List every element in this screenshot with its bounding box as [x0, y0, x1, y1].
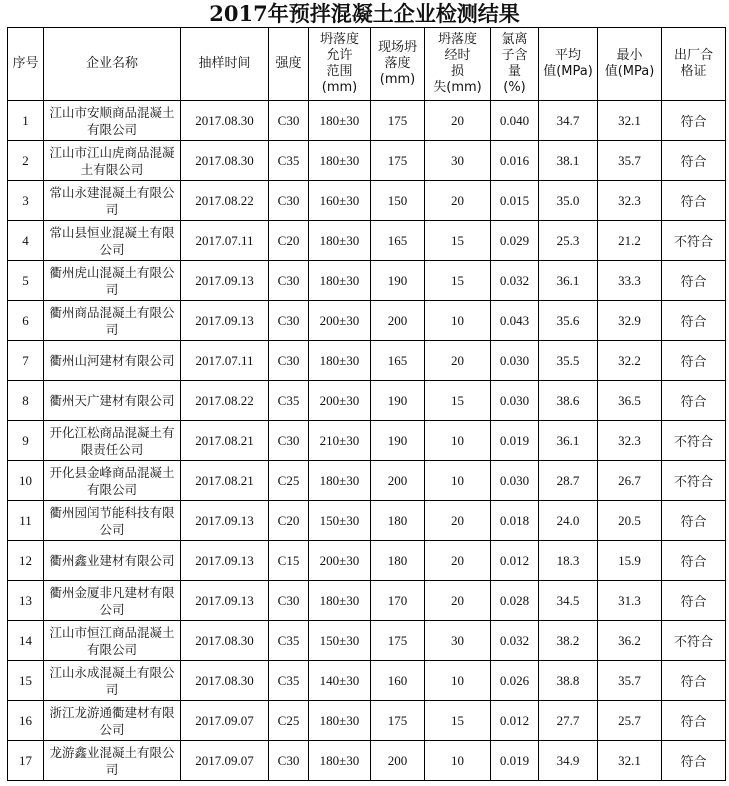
certificate-status-cell: 符合 — [662, 381, 726, 421]
table-row — [8, 581, 726, 621]
table-row — [8, 661, 726, 701]
sampling-date-cell: 2017.09.13 — [181, 261, 269, 301]
chloride-content-cell: 0.029 — [491, 221, 539, 261]
strength-grade-cell: C35 — [269, 381, 309, 421]
company-name-cell: 江山市江山虎商品混凝土有限公司 — [44, 141, 181, 181]
strength-grade-cell: C20 — [269, 221, 309, 261]
slump-loss-cell: 15 — [425, 701, 491, 741]
certificate-status-cell: 符合 — [662, 261, 726, 301]
min-strength-cell: 35.7 — [598, 141, 662, 181]
avg-strength-cell: 24.0 — [539, 501, 598, 541]
avg-strength-cell: 38.8 — [539, 661, 598, 701]
site-slump-cell: 160 — [371, 661, 425, 701]
site-slump-cell: 180 — [371, 541, 425, 581]
site-slump-cell: 200 — [371, 301, 425, 341]
serial-no-cell: 5 — [8, 261, 44, 301]
slump-loss-cell: 10 — [425, 741, 491, 781]
strength-grade-cell: C35 — [269, 621, 309, 661]
slump-loss-cell: 10 — [425, 461, 491, 501]
header-slump-range — [309, 28, 371, 101]
site-slump-cell: 190 — [371, 261, 425, 301]
avg-strength-cell: 38.2 — [539, 621, 598, 661]
min-strength-cell: 20.5 — [598, 501, 662, 541]
table-row — [8, 261, 726, 301]
header-line: 坍落度 — [437, 32, 477, 47]
chloride-content-cell: 0.032 — [491, 621, 539, 661]
company-name-cell: 常山县恒业混凝土有限公司 — [44, 221, 181, 261]
sampling-date-cell: 2017.08.22 — [181, 381, 269, 421]
slump-range-cell: 160±30 — [309, 181, 371, 221]
slump-range-cell: 180±30 — [309, 141, 371, 181]
site-slump-cell: 180 — [371, 501, 425, 541]
serial-no-cell: 9 — [8, 421, 44, 461]
min-strength-cell: 32.1 — [598, 741, 662, 781]
strength-grade-cell: C20 — [269, 501, 309, 541]
avg-strength-cell: 34.7 — [539, 101, 598, 141]
slump-loss-cell: 20 — [425, 501, 491, 541]
slump-range-cell: 180±30 — [309, 701, 371, 741]
slump-range-cell: 150±30 — [309, 501, 371, 541]
strength-grade-cell: C35 — [269, 661, 309, 701]
slump-loss-cell: 30 — [425, 141, 491, 181]
chloride-content-cell: 0.043 — [491, 301, 539, 341]
min-strength-cell: 32.9 — [598, 301, 662, 341]
header-line: 范围 — [326, 64, 353, 79]
header-line: (mm) — [321, 80, 358, 95]
site-slump-cell: 175 — [371, 141, 425, 181]
header-line: 企业名称 — [85, 56, 138, 71]
header-serial-no — [8, 28, 44, 101]
sampling-date-cell: 2017.07.11 — [181, 221, 269, 261]
header-line: 格证 — [680, 64, 707, 79]
min-strength-cell: 25.7 — [598, 701, 662, 741]
header-line: 最小 — [616, 48, 643, 63]
header-line: 抽样时间 — [198, 56, 251, 71]
certificate-status-cell: 符合 — [662, 101, 726, 141]
serial-no-cell: 8 — [8, 381, 44, 421]
sampling-date-cell: 2017.08.30 — [181, 141, 269, 181]
company-name-cell: 衢州虎山混凝土有限公司 — [44, 261, 181, 301]
site-slump-cell: 175 — [371, 701, 425, 741]
header-line: 经时 — [444, 48, 471, 63]
header-company-name — [44, 28, 181, 101]
table-row — [8, 541, 726, 581]
min-strength-cell: 32.1 — [598, 101, 662, 141]
serial-no-cell: 3 — [8, 181, 44, 221]
table-row — [8, 501, 726, 541]
chloride-content-cell: 0.030 — [491, 461, 539, 501]
slump-range-cell: 180±30 — [309, 461, 371, 501]
serial-no-cell: 2 — [8, 141, 44, 181]
company-name-cell: 衢州天广建材有限公司 — [44, 381, 181, 421]
avg-strength-cell: 38.6 — [539, 381, 598, 421]
certificate-status-cell: 符合 — [662, 141, 726, 181]
page-title: 2017年预拌混凝土企业检测结果 — [209, 1, 520, 26]
serial-no-cell: 12 — [8, 541, 44, 581]
header-certificate — [662, 28, 726, 101]
avg-strength-cell: 25.3 — [539, 221, 598, 261]
table-row — [8, 101, 726, 141]
min-strength-cell: 36.2 — [598, 621, 662, 661]
strength-grade-cell: C35 — [269, 141, 309, 181]
header-line: 允许 — [326, 48, 353, 63]
min-strength-cell: 33.3 — [598, 261, 662, 301]
header-chloride-content — [491, 28, 539, 101]
chloride-content-cell: 0.030 — [491, 341, 539, 381]
serial-no-cell: 6 — [8, 301, 44, 341]
site-slump-cell: 165 — [371, 221, 425, 261]
table-row — [8, 221, 726, 261]
strength-grade-cell: C30 — [269, 421, 309, 461]
table-row — [8, 461, 726, 501]
slump-range-cell: 180±30 — [309, 261, 371, 301]
site-slump-cell: 200 — [371, 461, 425, 501]
certificate-status-cell: 不符合 — [662, 621, 726, 661]
header-line: 现场坍 — [377, 40, 417, 55]
header-line: 出厂合 — [673, 48, 713, 63]
table-body — [8, 101, 726, 781]
company-name-cell: 衢州园闰节能科技有限公司 — [44, 501, 181, 541]
serial-no-cell: 15 — [8, 661, 44, 701]
slump-range-cell: 180±30 — [309, 221, 371, 261]
table-row — [8, 701, 726, 741]
slump-loss-cell: 10 — [425, 421, 491, 461]
header-line: 量 — [507, 64, 521, 79]
slump-range-cell: 180±30 — [309, 741, 371, 781]
certificate-status-cell: 不符合 — [662, 221, 726, 261]
slump-range-cell: 150±30 — [309, 621, 371, 661]
min-strength-cell: 31.3 — [598, 581, 662, 621]
slump-loss-cell: 30 — [425, 621, 491, 661]
site-slump-cell: 170 — [371, 581, 425, 621]
min-strength-cell: 21.2 — [598, 221, 662, 261]
slump-loss-cell: 10 — [425, 661, 491, 701]
certificate-status-cell: 不符合 — [662, 421, 726, 461]
certificate-status-cell: 符合 — [662, 181, 726, 221]
strength-grade-cell: C30 — [269, 261, 309, 301]
header-line: 序号 — [12, 56, 39, 71]
slump-range-cell: 180±30 — [309, 341, 371, 381]
sampling-date-cell: 2017.07.11 — [181, 341, 269, 381]
avg-strength-cell: 35.0 — [539, 181, 598, 221]
site-slump-cell: 165 — [371, 341, 425, 381]
header-row — [8, 28, 726, 101]
strength-grade-cell: C30 — [269, 181, 309, 221]
header-line: 子含 — [501, 48, 528, 63]
strength-grade-cell: C25 — [269, 461, 309, 501]
slump-range-cell: 200±30 — [309, 381, 371, 421]
site-slump-cell: 175 — [371, 101, 425, 141]
header-line: (mm) — [379, 72, 416, 87]
site-slump-cell: 150 — [371, 181, 425, 221]
chloride-content-cell: 0.019 — [491, 741, 539, 781]
chloride-content-cell: 0.026 — [491, 661, 539, 701]
header-line: (%) — [503, 80, 526, 95]
serial-no-cell: 14 — [8, 621, 44, 661]
avg-strength-cell: 38.1 — [539, 141, 598, 181]
slump-range-cell: 180±30 — [309, 101, 371, 141]
avg-strength-cell: 35.5 — [539, 341, 598, 381]
slump-loss-cell: 20 — [425, 181, 491, 221]
site-slump-cell: 190 — [371, 381, 425, 421]
site-slump-cell: 175 — [371, 621, 425, 661]
company-name-cell: 衢州商品混凝土有限公司 — [44, 301, 181, 341]
certificate-status-cell: 符合 — [662, 581, 726, 621]
sampling-date-cell: 2017.09.07 — [181, 701, 269, 741]
slump-range-cell: 140±30 — [309, 661, 371, 701]
certificate-status-cell: 符合 — [662, 741, 726, 781]
sampling-date-cell: 2017.08.30 — [181, 621, 269, 661]
company-name-cell: 开化县金峰商品混凝土有限公司 — [44, 461, 181, 501]
slump-loss-cell: 20 — [425, 101, 491, 141]
min-strength-cell: 26.7 — [598, 461, 662, 501]
slump-range-cell: 200±30 — [309, 541, 371, 581]
min-strength-cell: 35.7 — [598, 661, 662, 701]
serial-no-cell: 17 — [8, 741, 44, 781]
chloride-content-cell: 0.018 — [491, 501, 539, 541]
slump-range-cell: 180±30 — [309, 581, 371, 621]
site-slump-cell: 190 — [371, 421, 425, 461]
header-line: 氯离 — [501, 32, 528, 47]
sampling-date-cell: 2017.08.30 — [181, 101, 269, 141]
slump-loss-cell: 15 — [425, 261, 491, 301]
header-site-slump — [371, 28, 425, 101]
sampling-date-cell: 2017.09.07 — [181, 741, 269, 781]
table-row — [8, 341, 726, 381]
company-name-cell: 衢州鑫业建材有限公司 — [44, 541, 181, 581]
certificate-status-cell: 不符合 — [662, 461, 726, 501]
min-strength-cell: 36.5 — [598, 381, 662, 421]
avg-strength-cell: 34.9 — [539, 741, 598, 781]
chloride-content-cell: 0.032 — [491, 261, 539, 301]
company-name-cell: 浙江龙游通衢建材有限公司 — [44, 701, 181, 741]
sampling-date-cell: 2017.09.13 — [181, 541, 269, 581]
certificate-status-cell: 符合 — [662, 501, 726, 541]
serial-no-cell: 7 — [8, 341, 44, 381]
table-row — [8, 141, 726, 181]
chloride-content-cell: 0.030 — [491, 381, 539, 421]
serial-no-cell: 13 — [8, 581, 44, 621]
strength-grade-cell: C30 — [269, 101, 309, 141]
header-line: 落度 — [384, 56, 411, 71]
strength-grade-cell: C30 — [269, 301, 309, 341]
header-line: 强度 — [275, 56, 302, 71]
company-name-cell: 衢州金厦非凡建材有限公司 — [44, 581, 181, 621]
strength-grade-cell: C30 — [269, 581, 309, 621]
site-slump-cell: 200 — [371, 741, 425, 781]
min-strength-cell: 32.2 — [598, 341, 662, 381]
avg-strength-cell: 35.6 — [539, 301, 598, 341]
chloride-content-cell: 0.028 — [491, 581, 539, 621]
company-name-cell: 江山市安顺商品混凝土有限公司 — [44, 101, 181, 141]
company-name-cell: 江山永成混凝土有限公司 — [44, 661, 181, 701]
strength-grade-cell: C30 — [269, 341, 309, 381]
slump-range-cell: 200±30 — [309, 301, 371, 341]
avg-strength-cell: 18.3 — [539, 541, 598, 581]
certificate-status-cell: 符合 — [662, 661, 726, 701]
slump-loss-cell: 15 — [425, 381, 491, 421]
header-line: 失(mm) — [433, 80, 482, 95]
min-strength-cell: 32.3 — [598, 421, 662, 461]
header-line: 值(MPa) — [543, 64, 593, 79]
certificate-status-cell: 符合 — [662, 301, 726, 341]
table-row — [8, 741, 726, 781]
avg-strength-cell: 28.7 — [539, 461, 598, 501]
serial-no-cell: 1 — [8, 101, 44, 141]
sampling-date-cell: 2017.08.30 — [181, 661, 269, 701]
company-name-cell: 常山永建混凝土有限公司 — [44, 181, 181, 221]
slump-loss-cell: 10 — [425, 301, 491, 341]
sampling-date-cell: 2017.09.13 — [181, 501, 269, 541]
table-row — [8, 621, 726, 661]
chloride-content-cell: 0.016 — [491, 141, 539, 181]
min-strength-cell: 32.3 — [598, 181, 662, 221]
sampling-date-cell: 2017.08.21 — [181, 461, 269, 501]
sampling-date-cell: 2017.08.22 — [181, 181, 269, 221]
table-row — [8, 421, 726, 461]
table-row — [8, 381, 726, 421]
header-line: 平均 — [554, 48, 581, 63]
serial-no-cell: 11 — [8, 501, 44, 541]
slump-loss-cell: 20 — [425, 581, 491, 621]
company-name-cell: 开化江松商品混凝土有限责任公司 — [44, 421, 181, 461]
table-row — [8, 181, 726, 221]
min-strength-cell: 15.9 — [598, 541, 662, 581]
chloride-content-cell: 0.012 — [491, 701, 539, 741]
strength-grade-cell: C30 — [269, 741, 309, 781]
sampling-date-cell: 2017.09.13 — [181, 581, 269, 621]
header-min-strength — [598, 28, 662, 101]
table-row — [8, 301, 726, 341]
header-avg-strength — [539, 28, 598, 101]
serial-no-cell: 4 — [8, 221, 44, 261]
serial-no-cell: 10 — [8, 461, 44, 501]
results-table — [7, 27, 726, 781]
slump-loss-cell: 20 — [425, 541, 491, 581]
strength-grade-cell: C25 — [269, 701, 309, 741]
certificate-status-cell: 符合 — [662, 701, 726, 741]
certificate-status-cell: 符合 — [662, 341, 726, 381]
serial-no-cell: 16 — [8, 701, 44, 741]
chloride-content-cell: 0.015 — [491, 181, 539, 221]
header-sampling-date — [181, 28, 269, 101]
chloride-content-cell: 0.012 — [491, 541, 539, 581]
avg-strength-cell: 36.1 — [539, 421, 598, 461]
slump-loss-cell: 20 — [425, 341, 491, 381]
header-slump-loss — [425, 28, 491, 101]
strength-grade-cell: C15 — [269, 541, 309, 581]
header-line: 坍落度 — [319, 32, 359, 47]
sampling-date-cell: 2017.08.21 — [181, 421, 269, 461]
header-line: 值(MPa) — [604, 64, 655, 79]
sampling-date-cell: 2017.09.13 — [181, 301, 269, 341]
company-name-cell: 江山市恒江商品混凝土有限公司 — [44, 621, 181, 661]
certificate-status-cell: 符合 — [662, 541, 726, 581]
company-name-cell: 衢州山河建材有限公司 — [44, 341, 181, 381]
chloride-content-cell: 0.019 — [491, 421, 539, 461]
header-line: 损 — [450, 64, 464, 79]
avg-strength-cell: 36.1 — [539, 261, 598, 301]
slump-loss-cell: 15 — [425, 221, 491, 261]
avg-strength-cell: 34.5 — [539, 581, 598, 621]
chloride-content-cell: 0.040 — [491, 101, 539, 141]
header-strength-grade — [269, 28, 309, 101]
slump-range-cell: 210±30 — [309, 421, 371, 461]
avg-strength-cell: 27.7 — [539, 701, 598, 741]
company-name-cell: 龙游鑫业混凝土有限公司 — [44, 741, 181, 781]
